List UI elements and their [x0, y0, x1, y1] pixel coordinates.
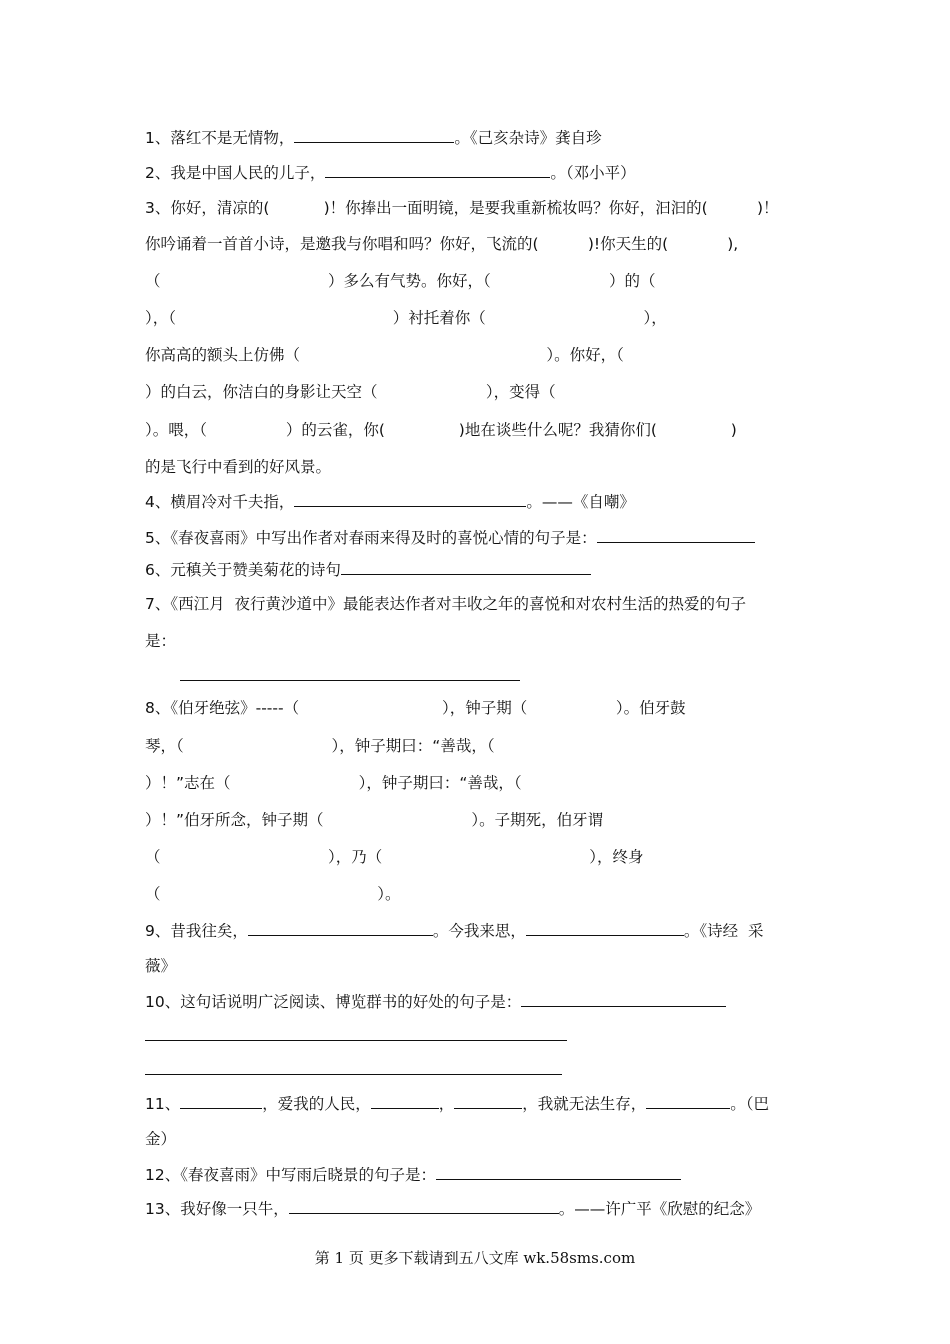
question-6: 6、元稹关于赞美菊花的诗句: [145, 559, 591, 580]
page-footer: 第 1 页 更多下载请到五八文库 wk.58sms.com: [314, 1249, 636, 1267]
question-9-cont: 薇》: [145, 957, 177, 975]
answer-blank[interactable]: [646, 1093, 730, 1109]
question-8-line-6: （ ）。: [145, 885, 401, 903]
question-3-line-6: ）的白云，你洁白的身影让天空（ ），变得（: [145, 383, 556, 401]
answer-blank[interactable]: [248, 920, 433, 936]
answer-blank[interactable]: [436, 1164, 681, 1180]
question-13: 13、我好像一只牛， 。——许广平《欣慰的纪念》: [145, 1200, 761, 1218]
question-11-cont: 金）: [145, 1130, 177, 1148]
question-3-line-7: ）。喂，（ ）的云雀，你( )地在谈些什么呢？我猜你们( ): [145, 421, 737, 439]
answer-blank[interactable]: [371, 1093, 439, 1109]
answer-blank[interactable]: [597, 527, 755, 543]
question-5: 5、《春夜喜雨》中写出作者对春雨来得及时的喜悦心情的句子是：: [145, 527, 755, 548]
question-3-line-2: 你吟诵着一首首小诗，是邀我与你唱和吗？你好，飞流的( )!你天生的( ),: [145, 235, 739, 253]
answer-line[interactable]: [145, 1040, 567, 1041]
answer-blank[interactable]: [289, 1198, 559, 1214]
answer-blank[interactable]: [294, 127, 454, 143]
answer-blank[interactable]: [325, 162, 550, 178]
question-7-line-2: 是：: [145, 632, 177, 650]
question-3-line-1: 3、你好，清凉的( )！你捧出一面明镜，是要我重新梳妆吗？你好，汩汩的( )！: [145, 199, 779, 217]
question-2: 2、我是中国人民的儿子， 。（邓小平）: [145, 164, 636, 182]
question-3-line-5: 你高高的额头上仿佛（ ）。你好，（: [145, 346, 624, 364]
answer-blank[interactable]: [294, 491, 526, 507]
question-10: 10、这句话说明广泛阅读、博览群书的好处的句子是：: [145, 991, 726, 1012]
question-7-line-1: 7、《西江月 夜行黄沙道中》最能表达作者对丰收之年的喜悦和对农村生活的热爱的句子: [145, 595, 746, 613]
answer-blank[interactable]: [454, 1093, 522, 1109]
question-8-line-4: ）！”伯牙所念，钟子期（ ）。子期死，伯牙谓: [145, 811, 604, 829]
answer-blank[interactable]: [521, 991, 726, 1007]
answer-line[interactable]: [180, 680, 520, 681]
question-9: 9、昔我往矣， 。今我来思， 。《诗经 采: [145, 922, 764, 940]
answer-blank[interactable]: [180, 1093, 262, 1109]
question-8-line-3: ）！”志在（ ），钟子期曰：“善哉，（: [145, 774, 522, 792]
question-8-line-1: 8、《伯牙绝弦》-----（ ），钟子期（ ）。伯牙鼓: [145, 699, 686, 717]
question-1: 1、落红不是无情物， 。《己亥杂诗》龚自珍: [145, 129, 602, 147]
question-3-line-8: 的是飞行中看到的好风景。: [145, 458, 332, 476]
question-8-line-2: 琴，（ ），钟子期曰：“善哉，（: [145, 737, 495, 755]
question-8-line-5: （ ），乃（ ），终身: [145, 848, 644, 866]
question-12: 12、《春夜喜雨》中写雨后晓景的句子是：: [145, 1164, 681, 1185]
answer-line[interactable]: [145, 1074, 562, 1075]
question-11: 11、 ，爱我的人民， ， ，我就无法生存， 。（巴: [145, 1095, 770, 1113]
answer-blank[interactable]: [526, 920, 684, 936]
answer-blank[interactable]: [341, 559, 591, 575]
question-4: 4、横眉冷对千夫指， 。——《自嘲》: [145, 493, 635, 511]
question-3-line-3: （ ）多么有气势。你好，（ ）的（: [145, 272, 656, 290]
question-3-line-4: ），（ ）衬托着你（ ），: [145, 309, 667, 327]
